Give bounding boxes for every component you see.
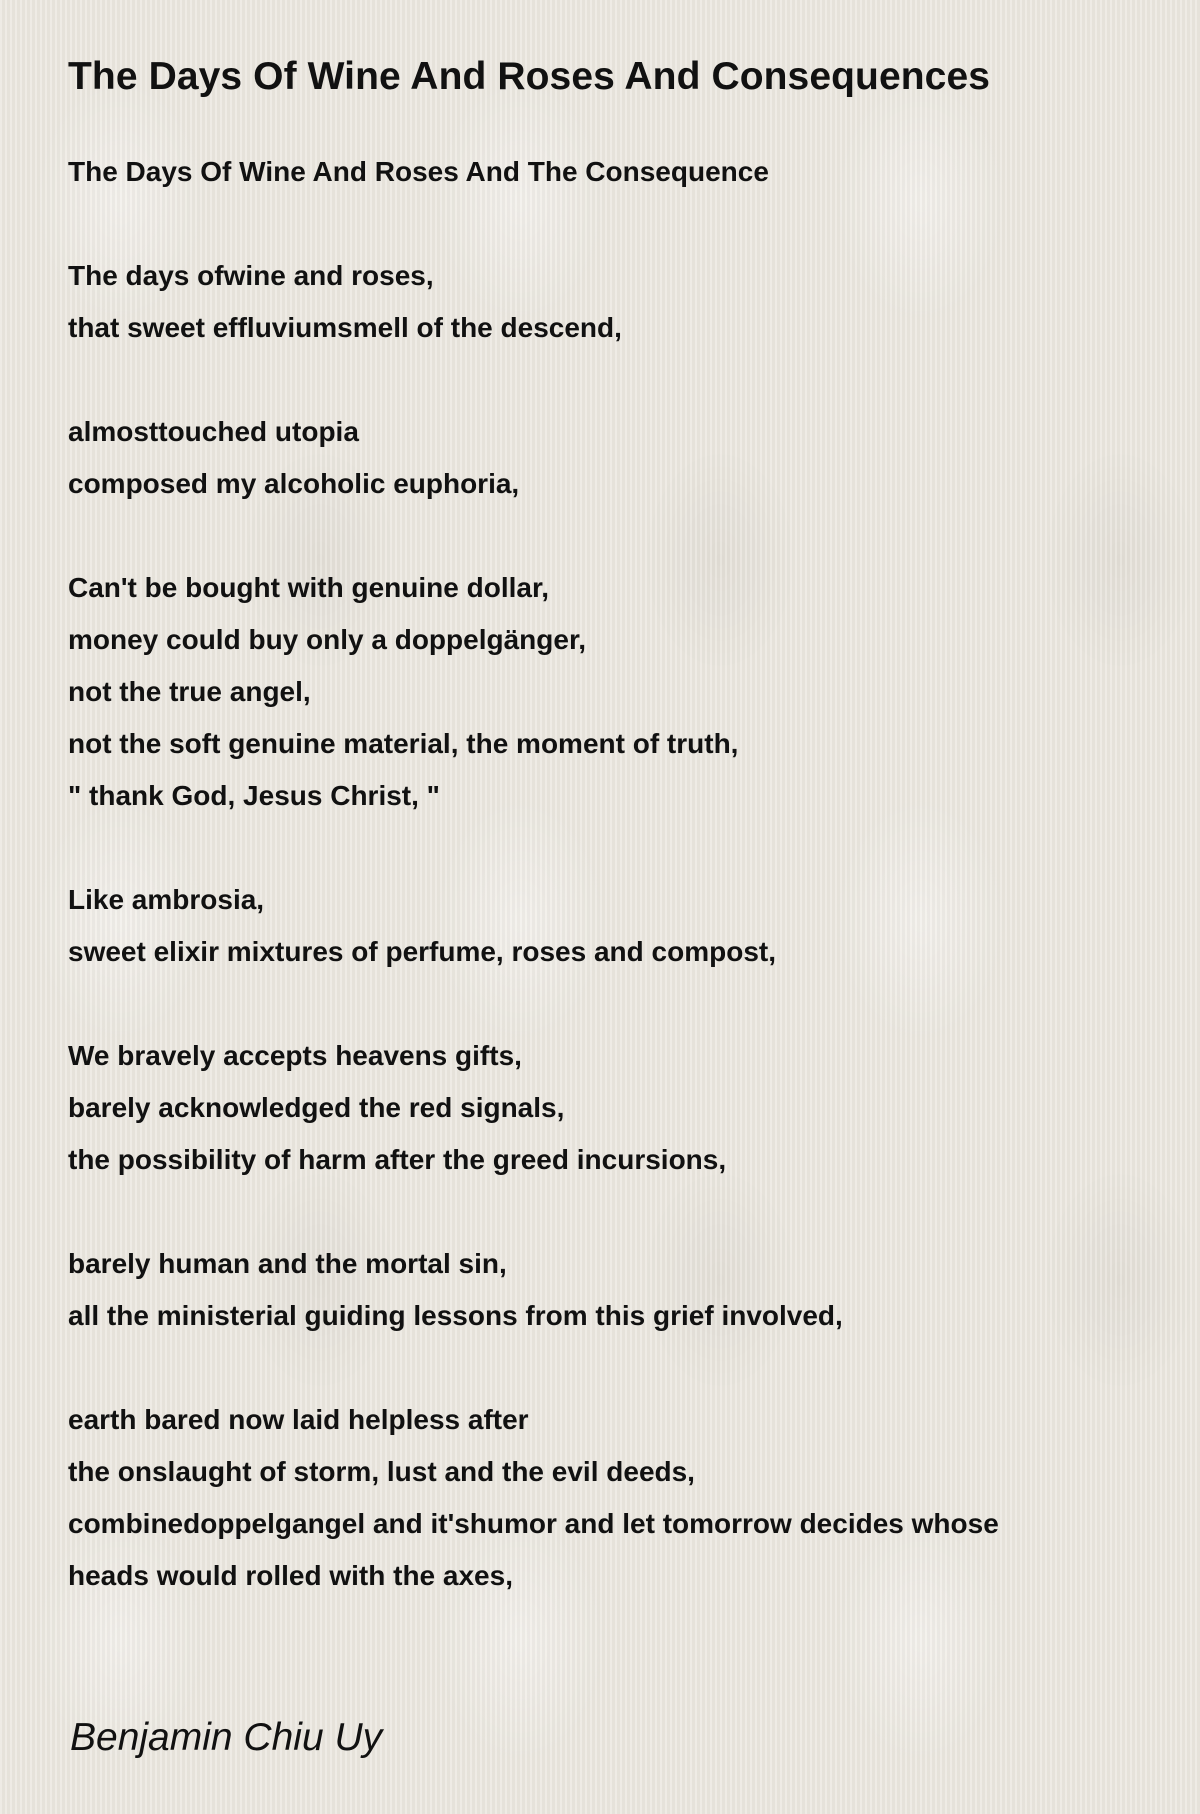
poem-line: barely acknowledged the red signals,	[68, 1092, 565, 1123]
poem-line: sweet elixir mixtures of perfume, roses and compost,	[68, 936, 776, 967]
poem-line: The Days Of Wine And Roses And The Consequence	[68, 156, 769, 187]
poem-line: " thank God, Jesus Christ, "	[68, 780, 440, 811]
stanza	[68, 562, 1160, 822]
poem-line: almosttouched utopia	[68, 416, 359, 447]
stanza	[68, 1030, 1160, 1186]
poem-line: earth bared now laid helpless after	[68, 1404, 529, 1435]
poem-line: all the ministerial guiding lessons from this grief involved,	[68, 1300, 843, 1331]
stanza	[68, 250, 1160, 354]
stanza	[68, 1238, 1160, 1342]
poem-line: the possibility of harm after the greed incursions,	[68, 1144, 727, 1175]
poem-line: that sweet effluviumsmell of the descend,	[68, 312, 622, 343]
stanza	[68, 146, 1160, 198]
stanza	[68, 406, 1160, 510]
poem-line: Like ambrosia,	[68, 884, 265, 915]
poem-line: money could buy only a doppelgänger,	[68, 624, 587, 655]
poem-line: The days ofwine and roses,	[68, 260, 434, 291]
poem-line: not the true angel,	[68, 676, 311, 707]
poem-title: The Days Of Wine And Roses And Consequences	[68, 55, 991, 98]
poem-line: not the soft genuine material, the moment of truth,	[68, 728, 739, 759]
poem-line: Can't be bought with genuine dollar,	[68, 572, 550, 603]
poem-author: Benjamin Chiu Uy	[70, 1716, 383, 1759]
poem-line: barely human and the mortal sin,	[68, 1248, 507, 1279]
stanza	[68, 874, 1160, 978]
poem-page	[68, 0, 1160, 1654]
poem-line: the onslaught of storm, lust and the evil deeds,	[68, 1456, 695, 1487]
poem-line: composed my alcoholic euphoria,	[68, 468, 520, 499]
poem-line: combinedoppelgangel and it'shumor and let tomorrow decides whose	[68, 1508, 999, 1539]
poem-line: We bravely accepts heavens gifts,	[68, 1040, 522, 1071]
poem-body	[68, 146, 1160, 1602]
stanza	[68, 1394, 1160, 1602]
poem-line: heads would rolled with the axes,	[68, 1560, 513, 1591]
